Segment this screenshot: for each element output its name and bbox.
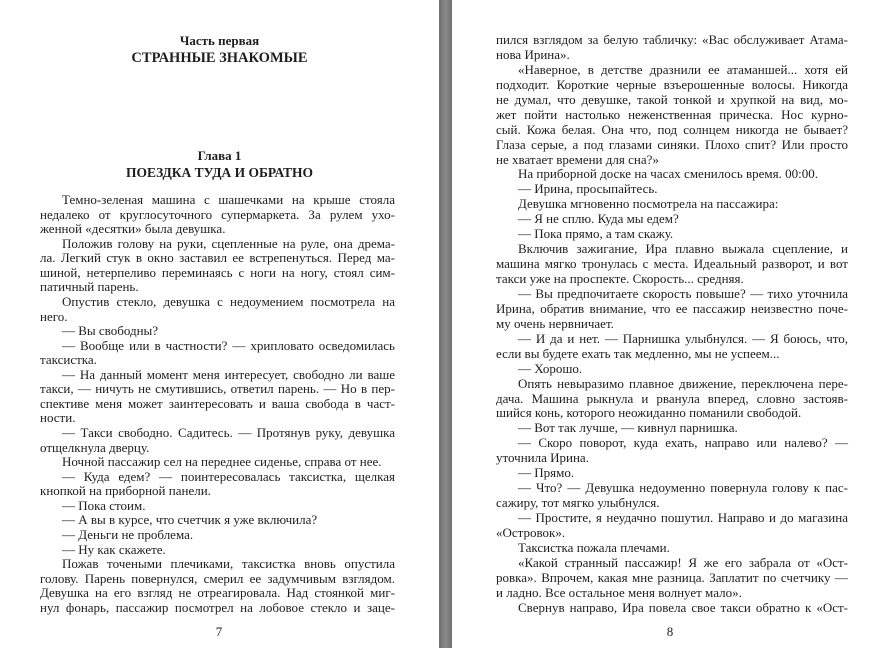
text-line: «Островок». bbox=[496, 524, 566, 540]
text-line: На приборной доске на часах сменилось время. 00:00. bbox=[518, 166, 818, 182]
text-line: Девушка мгновенно посмотрела на пассажира: bbox=[518, 196, 779, 212]
text-line: — Вы предпочитаете скорость повыше? — тихо уточнила bbox=[518, 285, 848, 301]
text-line: голову. Парень повернулся, смерил ее задумчивым взглядом. bbox=[40, 570, 395, 586]
text-line: жет пойти настолько неженственная прическа. Нос курно- bbox=[496, 106, 848, 122]
text-line: — Вообще или в частности? — хрипловато осведомилась bbox=[62, 337, 395, 353]
text-line: Положив голову на руки, сцепленные на руле, она дрема- bbox=[62, 235, 395, 251]
part-name: СТРАННЫЕ ЗНАКОМЫЕ bbox=[131, 50, 308, 66]
page-number: 8 bbox=[666, 624, 674, 639]
text-line: Девушка на его взгляд не отреагировала. Над стоянкой миг- bbox=[40, 585, 395, 601]
text-line: — Хорошо. bbox=[518, 360, 583, 376]
text-line: подходит. Короткие черные взъерошенные волосы. Никогда bbox=[496, 76, 848, 92]
text-line: «Наверное, в детстве дразнили ее атаманшей... хотя ей bbox=[518, 61, 848, 77]
text-line: — Вот так лучше, — кивнул парнишка. bbox=[518, 420, 738, 436]
text-line: — Пока стоим. bbox=[62, 497, 146, 513]
text-line: Ночной пассажир сел на переднее сиденье, справа от нее. bbox=[62, 454, 382, 470]
text-line: Опустив стекло, девушка с недоумением посмотрела на bbox=[62, 293, 395, 309]
text-line: — Простите, я неудачно пошутил. Направо и до магазина bbox=[518, 510, 848, 525]
text-line: Темно-зеленая машина с шашечками на крыше стояла bbox=[62, 192, 395, 207]
text-line: недалеко от круглосуточного супермаркета. За рулем ухо- bbox=[40, 206, 395, 222]
text-line: ности. bbox=[40, 410, 76, 426]
text-line: шийся конь, которого неожиданно поманили свободой. bbox=[496, 405, 802, 421]
text-line: таксистка. bbox=[40, 352, 97, 368]
text-line: спективе меня может заинтересовать и ваша свобода в част- bbox=[40, 395, 395, 411]
text-line: нова Ирина». bbox=[496, 46, 570, 62]
left-page-text bbox=[40, 193, 395, 615]
text-line: Включив зажигание, Ира плавно выжала сцепление, и bbox=[518, 241, 848, 257]
text-line: не думал, что девушке, такой тонкой и хрупкой на вид, мо- bbox=[496, 91, 848, 107]
chapter-name: ПОЕЗДКА ТУДА И ОБРАТНО bbox=[125, 165, 314, 180]
text-line: сый. Кожа белая. Она что, под солнцем никогда не бывает? bbox=[496, 121, 848, 137]
text-line: — Такси свободно. Садитесь. — Протянув руку, девушка bbox=[62, 425, 395, 440]
text-line: машина мягко тронулась с места. Идеальный разворот, и вот bbox=[496, 256, 848, 272]
text-line: ровка». Впрочем, какая мне разница. Заплатит по счетчику — bbox=[496, 569, 848, 585]
text-line: «Какой странный пассажир! Я же его забрала от «Ост- bbox=[518, 554, 848, 570]
text-line: уточнила Ирина. bbox=[496, 450, 589, 466]
text-line: такси, — ничуть не смутившись, ответил парень. — Но в пер- bbox=[40, 381, 395, 397]
chapter-title: Глава 1 bbox=[197, 148, 242, 163]
text-line: Пожав точеными плечиками, таксистка вновь опустила bbox=[62, 556, 395, 572]
text-line: пился взглядом за белую табличку: «Вас обслуживает Атама- bbox=[496, 32, 848, 47]
text-line: му очень нервничает. bbox=[496, 315, 614, 331]
text-line: Глаза серые, а под глазами синяки. Плохо спит? Или просто bbox=[496, 136, 848, 152]
text-line: Свернув направо, Ира повела свое такси обратно к «Ост- bbox=[518, 599, 848, 615]
text-line: — Куда едем? — поинтересовалась таксистка, щелкая bbox=[62, 468, 395, 484]
text-line: — Скоро поворот, куда ехать, направо или налево? — bbox=[518, 435, 848, 451]
text-line: если вы будете ехать так медленно, мы не успеем... bbox=[496, 345, 780, 361]
text-line: него. bbox=[40, 308, 68, 324]
text-line: отщелкнула дверцу. bbox=[40, 439, 150, 455]
right-page bbox=[452, 0, 890, 648]
text-line: — Что? — Девушка недоуменно повернула голову к пас- bbox=[518, 480, 848, 496]
text-line: дача. Машина рыкнула и рванула вперед, словно застояв- bbox=[496, 390, 848, 406]
text-line: — Деньги не проблема. bbox=[62, 526, 194, 542]
text-line: — Ну как скажете. bbox=[62, 541, 166, 557]
text-line: женной «десятки» была девушка. bbox=[40, 221, 226, 237]
text-line: — Я не сплю. Куда мы едем? bbox=[518, 211, 679, 227]
text-line: не хватает времени для сна?» bbox=[496, 151, 659, 167]
text-line: шиной, нетерпеливо переминаясь с ноги на ногу, стоял сим- bbox=[40, 264, 395, 280]
page-number: 7 bbox=[215, 624, 223, 639]
text-line: патичный парень. bbox=[40, 279, 139, 295]
text-line: кнопкой на приборной панели. bbox=[40, 483, 211, 499]
left-page bbox=[0, 0, 439, 648]
text-line: сажиру, тот мягко улыбнулся. bbox=[496, 495, 660, 511]
text-line: — Пока прямо, а там скажу. bbox=[518, 226, 674, 242]
text-line: — Вы свободны? bbox=[62, 323, 159, 339]
text-line: Опять невыразимо плавное движение, переключена пере- bbox=[518, 375, 848, 391]
text-line: — На данный момент меня интересует, свободно ли ваше bbox=[62, 366, 395, 382]
text-line: — Ирина, просыпайтесь. bbox=[518, 181, 658, 197]
text-line: нул фонарь, пассажир посмотрел на лобовое стекло и заце- bbox=[40, 599, 395, 615]
text-line: — И да и нет. — Парнишка улыбнулся. — Я боюсь, что, bbox=[518, 330, 848, 346]
text-line: — Прямо. bbox=[518, 465, 575, 481]
part-title: Часть первая bbox=[179, 33, 260, 48]
text-line: такси уже на проспекте. Скорость... средняя. bbox=[496, 271, 744, 286]
text-line: — А вы в курсе, что счетчик я уже включила? bbox=[62, 512, 318, 528]
text-line: Ирина, обратив внимание, что ее пассажир неизвестно поче- bbox=[496, 300, 848, 316]
text-line: Таксистка пожала плечами. bbox=[518, 539, 670, 555]
book-gutter bbox=[439, 0, 452, 648]
text-line: ла. Легкий стук в окно заставил ее встрепенуться. Перед ма- bbox=[40, 250, 395, 266]
right-page-text bbox=[496, 33, 848, 616]
text-line: и ладно. Все остальное меня волнует мало». bbox=[496, 584, 742, 600]
